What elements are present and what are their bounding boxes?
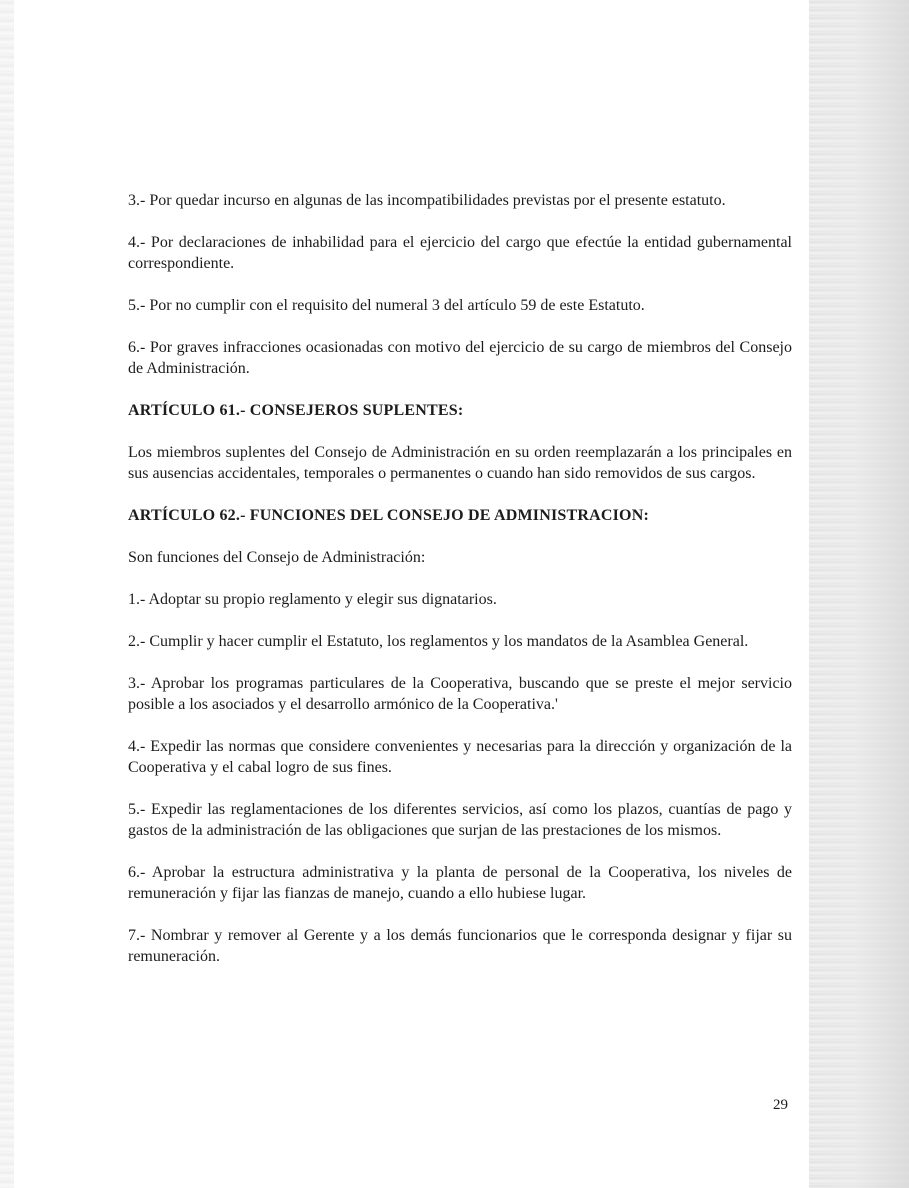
article-62-heading: ARTÍCULO 62.- FUNCIONES DEL CONSEJO DE ADMINISTRACION: — [128, 507, 649, 524]
scan-edge-left — [0, 0, 14, 1188]
article-61-body: Los miembros suplentes del Consejo de Administración en su orden reemplazarán a los principales en sus ausencias accidentales, temporales o permanentes o cuando han sido removidos de sus cargos. — [128, 444, 792, 482]
function-4: 4.- Expedir las normas que considere convenientes y necesarias para la dirección y organización de la Cooperativa y el cabal logro de sus fines. — [128, 738, 792, 776]
clause-3-incompatibilities: 3.- Por quedar incurso en algunas de las incompatibilidades previstas por el presente estatuto. — [128, 192, 726, 209]
clause-5-requisito: 5.- Por no cumplir con el requisito del numeral 3 del artículo 59 de este Estatuto. — [128, 297, 645, 314]
function-1: 1.- Adoptar su propio reglamento y elegir sus dignatarios. — [128, 591, 497, 608]
document-body — [128, 190, 792, 988]
function-6: 6.- Aprobar la estructura administrativa y la planta de personal de la Cooperativa, los niveles de remuneración y fijar las fianzas de manejo, cuando a ello hubiese lugar. — [128, 864, 792, 902]
scan-edge-right — [809, 0, 909, 1188]
article-61-heading: ARTÍCULO 61.- CONSEJEROS SUPLENTES: — [128, 402, 464, 419]
function-7: 7.- Nombrar y remover al Gerente y a los demás funcionarios que le corresponda designar y fijar su remuneración. — [128, 927, 792, 965]
function-5: 5.- Expedir las reglamentaciones de los diferentes servicios, así como los plazos, cuantías de pago y gastos de la administración de las obligaciones que surjan de las prestaciones de los mismos. — [128, 801, 792, 839]
page-number: 29 — [773, 1097, 788, 1113]
clause-4-inhabilidad: 4.- Por declaraciones de inhabilidad para el ejercicio del cargo que efectúe la entidad gubernamental correspondiente. — [128, 234, 792, 272]
function-3: 3.- Aprobar los programas particulares de la Cooperativa, buscando que se preste el mejor servicio posible a los asociados y el desarrollo armónico de la Cooperativa.' — [128, 675, 792, 713]
clause-6-infracciones: 6.- Por graves infracciones ocasionadas con motivo del ejercicio de su cargo de miembros del Consejo de Administración. — [128, 339, 792, 377]
function-2: 2.- Cumplir y hacer cumplir el Estatuto, los reglamentos y los mandatos de la Asamblea General. — [128, 633, 749, 650]
article-62-intro: Son funciones del Consejo de Administración: — [128, 549, 426, 566]
